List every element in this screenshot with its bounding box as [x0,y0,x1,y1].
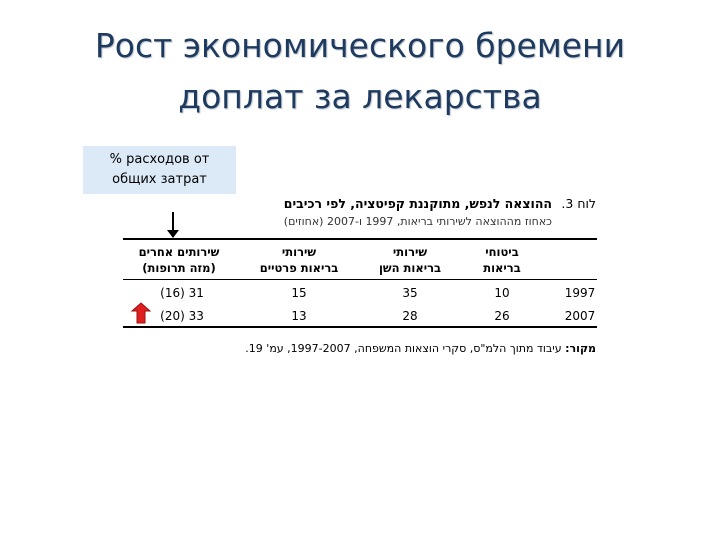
source-text: עיבוד מתוך הלמ"ס, סקרי הוצאות המשפחה, 1997-2007, עמ' 19. [245,342,562,355]
table-number-label [561,196,596,211]
table-top-rule [123,238,597,240]
slide-title-line-1: Рост экономического бремени [94,26,626,65]
table-bottom-rule [123,326,597,328]
row-year: 1997 [564,286,596,300]
cell-dental: 28 [402,309,418,323]
cell-insurance: 26 [494,309,510,323]
cell-private: 13 [291,309,307,323]
header-other: שירותים אחרים (מזה תרופות) [138,245,220,275]
slide-title-line-2: доплат за лекарства [178,77,542,116]
header-private: שירותי בריאות פרטיים [259,245,339,275]
cell-insurance: 10 [494,286,510,300]
down-arrow-head-icon [167,230,179,238]
table-title: ההוצאה לנפש, מתוקננת קפיטציה, לפי רכיבים [283,196,552,211]
cell-private: 15 [291,286,307,300]
source-label: מקור: [565,342,596,355]
table-header-rule [123,279,597,280]
table-subtitle: כאחוז מההוצאה לשירותי בריאות, 1997 ו-2007 (אחוזים) [283,215,552,228]
callout-line-1: % расходов от [109,152,210,167]
callout-box [83,146,236,194]
header-insurance: ביטוחי בריאות [483,245,521,275]
cell-other: 31 (16) [160,286,204,300]
red-up-arrow-icon [131,302,151,324]
callout-line-2: общих затрат [112,172,207,187]
row-year: 2007 [564,309,596,323]
cell-other: 33 (20) [160,309,204,323]
header-dental: שירותי בריאות השן [378,245,442,275]
cell-dental: 35 [402,286,418,300]
table-number: לוח 3. [561,196,596,211]
table-source [245,342,596,355]
